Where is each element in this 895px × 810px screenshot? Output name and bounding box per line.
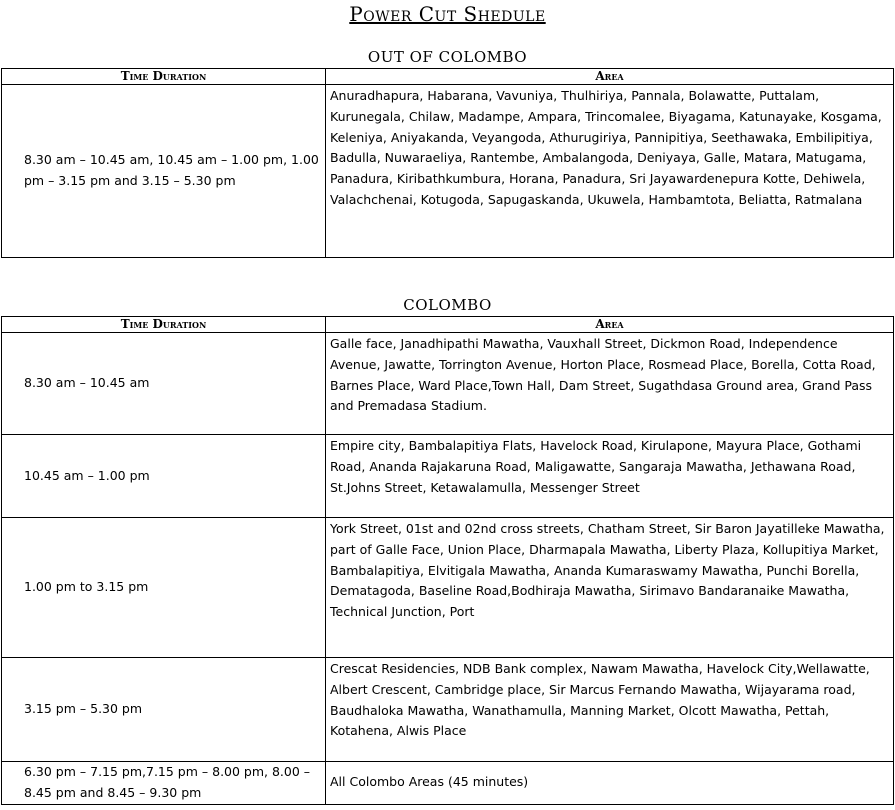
header-time-duration: Time Duration [2, 317, 326, 333]
table-row [2, 85, 894, 258]
time-cell: 3.15 pm – 5.30 pm [2, 658, 326, 762]
section-heading-out-of-colombo: OUT OF COLOMBO [367, 48, 528, 66]
header-time-duration: Time Duration [2, 69, 326, 85]
time-cell: 8.30 am – 10.45 am, 10.45 am – 1.00 pm, 1.00 pm – 3.15 pm and 3.15 – 5.30 pm [2, 85, 326, 258]
area-cell: Galle face, Janadhipathi Mawatha, Vauxhall Street, Dickmon Road, Independence Avenue, Jawatte, Torrington Avenue, Horton Place, Rosmead Place, Borella, Cotta Road, Barnes Place, Ward Place,Town Hall, Dam Street, Sugathdasa Ground area, Grand Pass and Premadasa Stadium. [326, 333, 894, 435]
table-row [2, 518, 894, 658]
area-cell: Anuradhapura, Habarana, Vavuniya, Thulhiriya, Pannala, Bolawatte, Puttalam, Kurunegala, Chilaw, Madampe, Ampara, Trincomalee, Biyagama, Katunayake, Kosgama, Keleniya, Aniyakanda, Veyangoda, Athurugiriya, Pannipitiya, Seethawaka, Embilipitiya, Badulla, Nuwaraeliya, Rantembe, Ambalangoda, Deniyaya, Galle, Matara, Matugama, Panadura, Kiribathkumbura, Horana, Panadura, Sri Jayawardenepura Kotte, Dehiwela, Valachchenai, Kotugoda, Sapugaskanda, Ukuwela, Hambamtota, Beliatta, Ratmalana [326, 85, 894, 258]
area-cell: York Street, 01st and 02nd cross streets, Chatham Street, Sir Baron Jayatilleke Mawatha, part of Galle Face, Union Place, Dharmapala Mawatha, Liberty Plaza, Kollupitiya Market, Bambalapitiya, Elvitigala Mawatha, Ananda Kumaraswamy Mawatha, Punchi Borella, Dematagoda, Baseline Road,Bodhiraja Mawatha, Sirimavo Bandaranaike Mawatha, Technical Junction, Port [326, 518, 894, 658]
table-row [2, 333, 894, 435]
colombo-table [1, 316, 894, 805]
table-header-row [2, 69, 894, 85]
out-of-colombo-table [1, 68, 894, 258]
area-cell: Empire city, Bambalapitiya Flats, Havelock Road, Kirulapone, Mayura Place, Gothami Road, Ananda Rajakaruna Road, Maligawatte, Sangaraja Mawatha, Jethawana Road, St.Johns Street, Ketawalamulla, Messenger Street [326, 435, 894, 518]
section-heading-colombo: COLOMBO [403, 296, 492, 314]
time-cell: 6.30 pm – 7.15 pm,7.15 pm – 8.00 pm, 8.00 – 8.45 pm and 8.45 – 9.30 pm [2, 762, 326, 805]
area-cell: Crescat Residencies, NDB Bank complex, Nawam Mawatha, Havelock City,Wellawatte, Albert Crescent, Cambridge place, Sir Marcus Fernando Mawatha, Wijayarama road, Baudhaloka Mawatha, Wanathamulla, Manning Market, Olcott Mawatha, Pettah, Kotahena, Alwis Place [326, 658, 894, 762]
header-area: Area [326, 69, 894, 85]
time-cell: 1.00 pm to 3.15 pm [2, 518, 326, 658]
header-area: Area [326, 317, 894, 333]
table-row [2, 658, 894, 762]
time-cell: 8.30 am – 10.45 am [2, 333, 326, 435]
time-cell: 10.45 am – 1.00 pm [2, 435, 326, 518]
page-title: Power Cut Shedule [349, 2, 546, 26]
area-cell: All Colombo Areas (45 minutes) [326, 762, 894, 805]
table-header-row [2, 317, 894, 333]
table-row [2, 435, 894, 518]
table-row [2, 762, 894, 805]
